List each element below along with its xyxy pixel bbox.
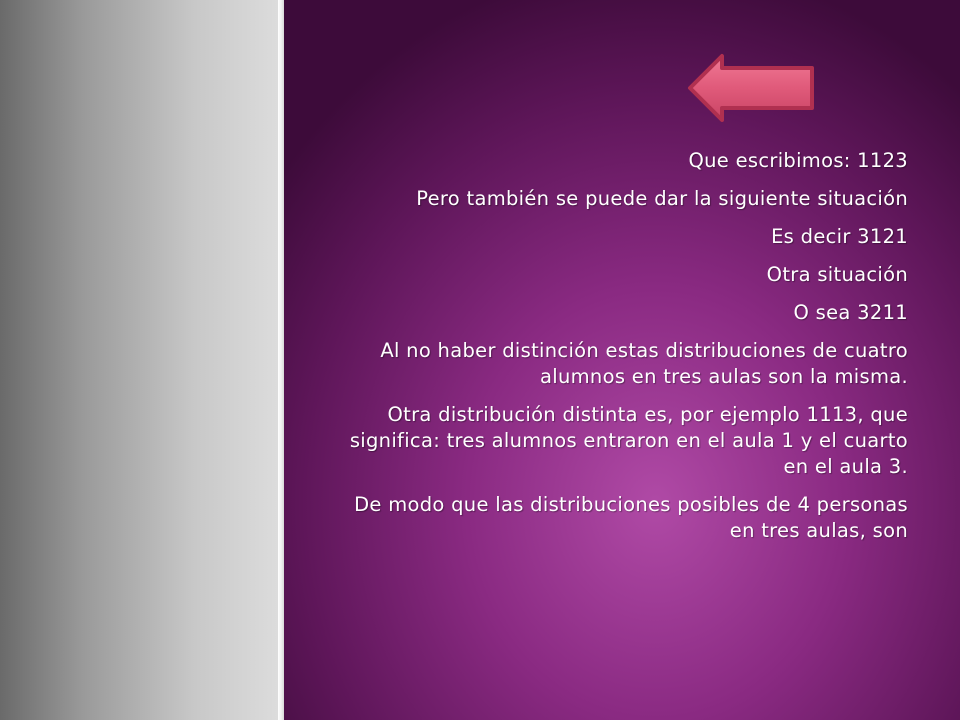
paragraph-line: Que escribimos: 1123 — [688, 149, 908, 172]
paragraph-line: Pero también se puede dar la siguiente situación — [416, 187, 908, 210]
left-arrow-icon — [686, 52, 816, 124]
paragraph-line: Al no haber distinción estas distribuciones de cuatro alumnos en tres aulas son la misma. — [380, 339, 908, 388]
left-gray-panel — [0, 0, 278, 720]
paragraph-line: Otra situación — [766, 263, 908, 286]
paragraph-line: Otra distribución distinta es, por ejemplo 1113, que significa: tres alumnos entraron en el aula 1 y el cuarto en el aula 3. — [349, 403, 908, 478]
paragraph-line: De modo que las distribuciones posibles de 4 personas en tres aulas, son — [354, 493, 908, 542]
paragraph-line: O sea 3211 — [793, 301, 908, 324]
paragraph-line: Es decir 3121 — [771, 225, 908, 248]
back-arrow-button[interactable] — [686, 52, 816, 124]
slide-text-body — [340, 148, 908, 556]
